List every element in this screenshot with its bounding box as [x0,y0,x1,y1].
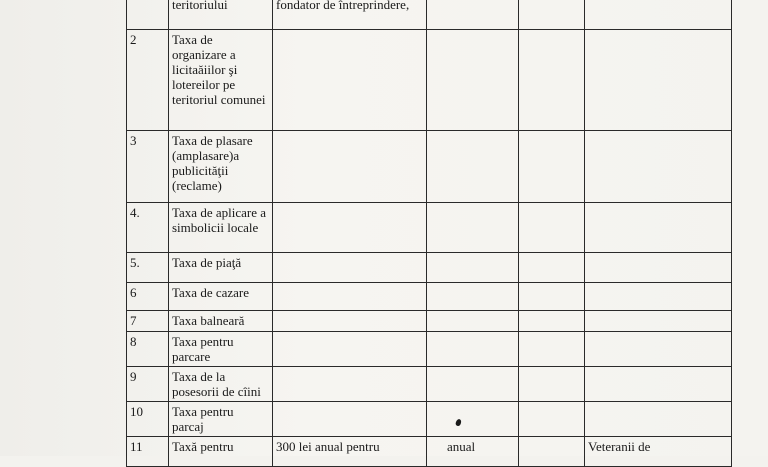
tax-exemption [585,402,732,437]
tax-rate [273,253,427,283]
tax-extra [519,253,585,283]
row-number [127,0,169,30]
row-number: 4. [127,203,169,253]
tax-period [427,332,519,367]
tax-exemption [585,283,732,311]
row-number: 10 [127,402,169,437]
tax-name: teritoriului [169,0,273,30]
tax-name: Taxa de organizare a licitaăiilor şi lotereilor pe teritoriul comunei [169,30,273,131]
row-number: 3 [127,131,169,203]
table-row [127,203,732,253]
tax-rate [273,30,427,131]
tax-extra [519,0,585,30]
row-number: 6 [127,283,169,311]
table-row [127,332,732,367]
tax-extra [519,311,585,332]
tax-name: Taxa balneară [169,311,273,332]
tax-period [427,402,519,437]
row-number: 11 [127,437,169,467]
tax-period [427,253,519,283]
table-row [127,367,732,402]
tax-exemption [585,332,732,367]
table-row [127,402,732,437]
tax-exemption [585,311,732,332]
tax-name: Taxa de aplicare a simbolicii locale [169,203,273,253]
table-row [127,253,732,283]
tax-name: Taxa pentru parcare [169,332,273,367]
tax-extra [519,131,585,203]
tax-exemption [585,0,732,30]
tax-period [427,131,519,203]
tax-extra [519,203,585,253]
tax-exemption [585,131,732,203]
tax-exemption: Veteranii de [585,437,732,467]
tax-name: Taxa de la posesorii de cîini [169,367,273,402]
table-row [127,283,732,311]
row-number: 8 [127,332,169,367]
row-number: 5. [127,253,169,283]
tax-extra [519,367,585,402]
tax-period [427,367,519,402]
tax-period [427,203,519,253]
tax-exemption [585,203,732,253]
tax-rate [273,367,427,402]
row-number: 7 [127,311,169,332]
tax-period [427,311,519,332]
tax-exemption [585,253,732,283]
tax-extra [519,30,585,131]
tax-name: Taxa pentru parcaj [169,402,273,437]
tax-name: Taxa de cazare [169,283,273,311]
table-row [127,30,732,131]
tax-name: Taxa de plasare (amplasare)a publicităţii (reclame) [169,131,273,203]
tax-rate [273,283,427,311]
table-row [127,437,732,467]
tax-period [427,283,519,311]
tax-extra [519,402,585,437]
tax-rate [273,131,427,203]
row-number: 2 [127,30,169,131]
tax-rate [273,203,427,253]
tax-name: Taxă pentru [169,437,273,467]
tax-rate [273,311,427,332]
tax-rate [273,402,427,437]
tax-extra [519,283,585,311]
table-row [127,131,732,203]
tax-extra [519,332,585,367]
tax-exemption [585,30,732,131]
tax-name: Taxa de piaţă [169,253,273,283]
tax-table [126,0,732,467]
tax-rate: 300 lei anual pentru [273,437,427,467]
tax-period [427,0,519,30]
tax-exemption [585,367,732,402]
tax-extra [519,437,585,467]
table-row [127,311,732,332]
tax-period [427,30,519,131]
tax-rate [273,332,427,367]
tax-period: anual [427,437,519,467]
table-row [127,0,732,30]
row-number: 9 [127,367,169,402]
tax-rate: fondator de întreprindere, [273,0,427,30]
